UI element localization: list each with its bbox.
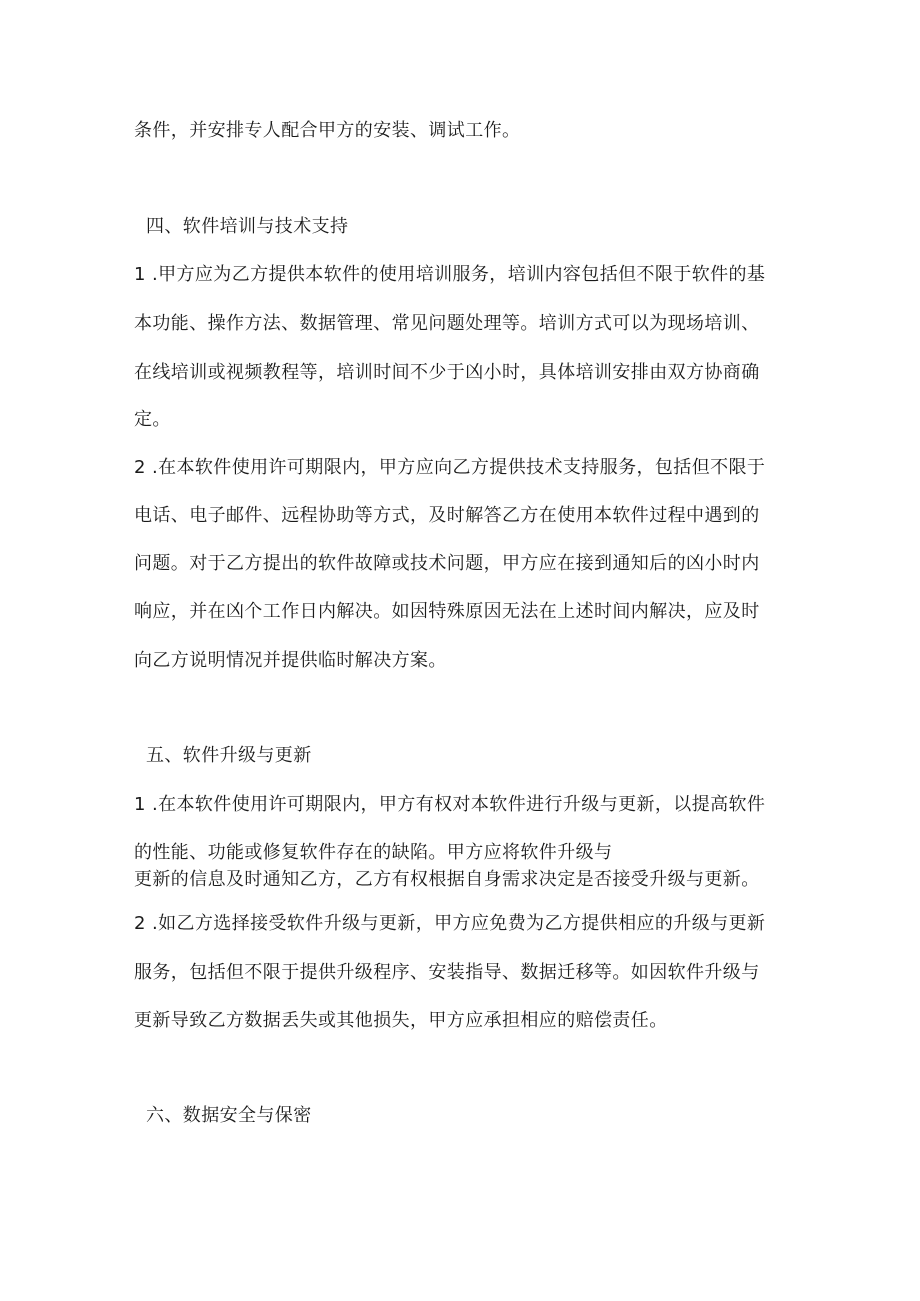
- paragraph-line: 响应，并在凶个工作日内解决。如因特殊原因无法在上述时间内解决，应及时: [134, 601, 760, 622]
- paragraph-line: 问题。对于乙方提出的软件故障或技术问题，甲方应在接到通知后的凶小时内: [134, 553, 760, 574]
- paragraph-line: 1 .在本软件使用许可期限内，甲方有权对本软件进行升级与更新，以提高软件: [134, 794, 766, 815]
- paragraph-line: 在线培训或视频教程等，培训时间不少于凶小时，具体培训安排由双方协商确: [134, 362, 760, 383]
- paragraph-line: 更新的信息及时通知乙方，乙方有权根据自身需求决定是否接受升级与更新。: [134, 869, 760, 890]
- paragraph-line: 本功能、操作方法、数据管理、常见问题处理等。培训方式可以为现场培训、: [134, 313, 760, 334]
- section-heading-4: 四、软件培训与技术支持: [146, 216, 349, 237]
- paragraph-line: 更新导致乙方数据丢失或其他损失，甲方应承担相应的赔偿责任。: [134, 1010, 668, 1031]
- paragraph-line: 向乙方说明情况并提供临时解决方案。: [134, 650, 447, 671]
- paragraph-line: 2 .如乙方选择接受软件升级与更新，甲方应免费为乙方提供相应的升级与更新: [134, 913, 766, 934]
- paragraph-line: 2 .在本软件使用许可期限内，甲方应向乙方提供技术支持服务，包括但不限于: [134, 457, 766, 478]
- paragraph-line: 1 .甲方应为乙方提供本软件的使用培训服务，培训内容包括但不限于软件的基: [134, 264, 766, 285]
- paragraph-line: 电话、电子邮件、远程协助等方式，及时解答乙方在使用本软件过程中遇到的: [134, 505, 760, 526]
- paragraph-line: 的性能、功能或修复软件存在的缺陷。甲方应将软件升级与: [134, 842, 613, 863]
- paragraph-line: 条件，并安排专人配合甲方的安装、调试工作。: [134, 120, 521, 141]
- paragraph-line: 定。: [134, 409, 171, 430]
- paragraph-line: 服务，包括但不限于提供升级程序、安装指导、数据迁移等。如因软件升级与: [134, 962, 760, 983]
- section-heading-5: 五、软件升级与更新: [146, 745, 312, 766]
- section-heading-6: 六、数据安全与保密: [146, 1105, 312, 1126]
